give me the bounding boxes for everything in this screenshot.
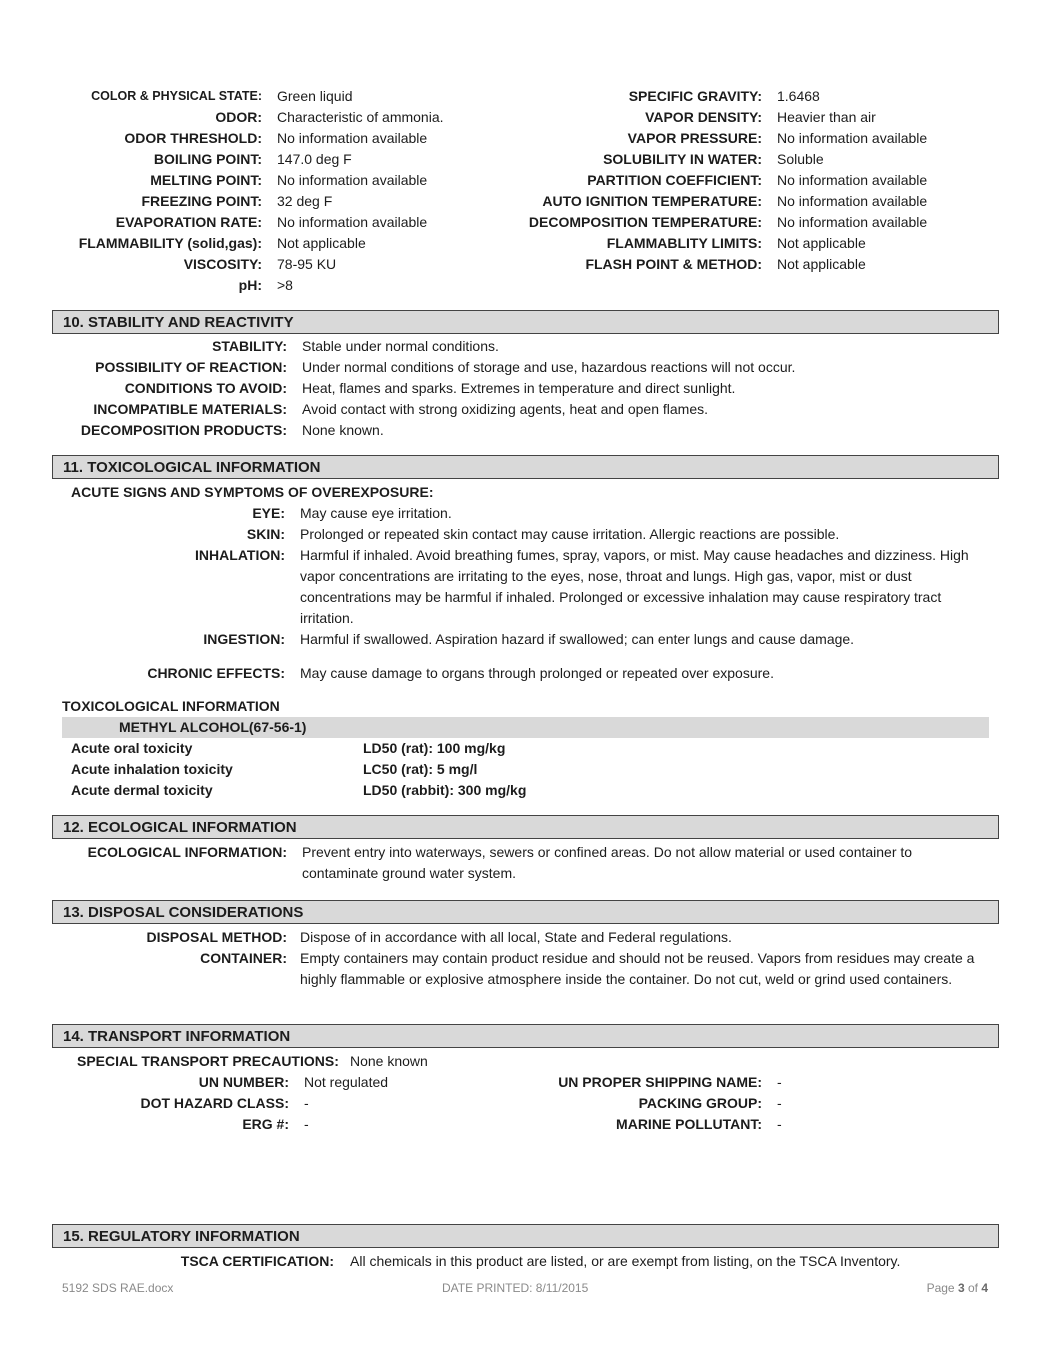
transport-right-label: UN PROPER SHIPPING NAME: — [558, 1074, 762, 1090]
special-precautions-value: None known — [350, 1053, 428, 1069]
property-label: MELTING POINT: — [150, 172, 262, 188]
transport-left-label: UN NUMBER: — [198, 1074, 289, 1090]
property-value: 1.6468 — [777, 88, 820, 104]
footer-page — [927, 1281, 988, 1295]
footer-filename: 5192 SDS RAE.docx — [62, 1281, 174, 1295]
decomposition-value: None known. — [302, 422, 384, 438]
skin-value: Prolonged or repeated skin contact may cause irritation. Allergic reactions are possible. — [300, 526, 840, 542]
property-value: 147.0 deg F — [277, 151, 352, 167]
inhalation-label: INHALATION: — [195, 547, 285, 563]
disposal-method-label: DISPOSAL METHOD: — [146, 929, 287, 945]
property-value: Not applicable — [777, 256, 866, 272]
property-label: FLASH POINT & METHOD: — [585, 256, 762, 272]
tox-row-value: LC50 (rat): 5 mg/l — [363, 761, 478, 777]
property-row — [0, 191, 770, 212]
property-value: No information available — [777, 172, 928, 188]
property-value: No information available — [777, 130, 928, 146]
footer-date: DATE PRINTED: 8/11/2015 — [442, 1281, 589, 1295]
property-value: Green liquid — [277, 88, 353, 104]
property-value: No information available — [777, 214, 928, 230]
property-value: Characteristic of ammonia. — [277, 109, 444, 125]
property-row — [0, 212, 770, 233]
property-label: FREEZING POINT: — [141, 193, 262, 209]
tox-row-value: LD50 (rabbit): 300 mg/kg — [363, 782, 527, 798]
container-label: CONTAINER: — [200, 950, 287, 966]
skin-label: SKIN: — [246, 526, 285, 542]
property-label: DECOMPOSITION TEMPERATURE: — [528, 214, 762, 230]
property-label: FLAMMABLITY LIMITS: — [606, 235, 762, 251]
property-label: ODOR: — [215, 109, 262, 125]
section-header-toxicological: 11. TOXICOLOGICAL INFORMATION — [52, 455, 999, 479]
footer-page-mid: of — [964, 1281, 982, 1295]
property-value: No information available — [777, 193, 928, 209]
property-label: VISCOSITY: — [183, 256, 262, 272]
property-value: Soluble — [777, 151, 824, 167]
transport-right-value: - — [777, 1074, 782, 1090]
property-label: ODOR THRESHOLD: — [124, 130, 262, 146]
transport-left-label: ERG #: — [242, 1116, 289, 1132]
special-precautions-label: SPECIAL TRANSPORT PRECAUTIONS: — [77, 1053, 339, 1069]
property-value: No information available — [277, 130, 428, 146]
property-row — [0, 275, 270, 296]
section-header-stability: 10. STABILITY AND REACTIVITY — [52, 310, 999, 334]
property-value: 32 deg F — [277, 193, 333, 209]
property-row — [0, 128, 770, 149]
transport-left-value: - — [304, 1095, 309, 1111]
property-row — [0, 233, 770, 254]
ingestion-value: Harmful if swallowed. Aspiration hazard if swallowed; can enter lungs and cause damage. — [300, 631, 855, 647]
chronic-label: CHRONIC EFFECTS: — [147, 665, 285, 681]
ingestion-label: INGESTION: — [203, 631, 285, 647]
transport-right-value: - — [777, 1116, 782, 1132]
footer-page-number: 3 — [957, 1281, 965, 1295]
property-label: BOILING POINT: — [153, 151, 262, 167]
inhalation-value: Harmful if inhaled. Avoid breathing fumes, spray, vapors, or mist. May cause headaches and dizziness. High vapor concentrations are irritating to the eyes, nose, throat and lungs. High gas, vapor, mist or dust concentrations may be harmful if inhaled. Prolonged or excessive inhalation may cause respiratory tract irritation. — [300, 547, 969, 626]
stability-value: Stable under normal conditions. — [302, 338, 499, 354]
tox-row-name: Acute inhalation toxicity — [71, 761, 233, 777]
transport-right-label: PACKING GROUP: — [638, 1095, 762, 1111]
property-label: EVAPORATION RATE: — [115, 214, 262, 230]
tox-row-name: Acute dermal toxicity — [71, 782, 213, 798]
incompatible-label: INCOMPATIBLE MATERIALS: — [93, 401, 287, 417]
substance-name: METHYL ALCOHOL(67-56-1) — [119, 719, 307, 735]
decomposition-label: DECOMPOSITION PRODUCTS: — [80, 422, 287, 438]
transport-left-label: DOT HAZARD CLASS: — [140, 1095, 289, 1111]
transport-left-value: Not regulated — [304, 1074, 389, 1090]
tox-row-name: Acute oral toxicity — [71, 740, 193, 756]
ecological-label: ECOLOGICAL INFORMATION: — [87, 844, 287, 860]
property-row — [0, 107, 770, 128]
transport-right-label: MARINE POLLUTANT: — [616, 1116, 762, 1132]
section-header-ecological: 12. ECOLOGICAL INFORMATION — [52, 815, 999, 839]
property-label: FLAMMABILITY (solid,gas): — [78, 235, 262, 251]
tsca-value: All chemicals in this product are listed, or are exempt from listing, on the TSCA Inventory. — [350, 1253, 901, 1269]
property-label: COLOR & PHYSICAL STATE: — [91, 89, 262, 103]
section-header-regulatory: 15. REGULATORY INFORMATION — [52, 1224, 999, 1248]
property-value: Not applicable — [277, 235, 366, 251]
property-value: Not applicable — [777, 235, 866, 251]
property-label: SPECIFIC GRAVITY: — [628, 88, 762, 104]
footer-page-prefix: Page — [926, 1281, 958, 1295]
ecological-value: Prevent entry into waterways, sewers or confined areas. Do not allow material or used container to contaminate ground water system. — [302, 844, 913, 881]
transport-left-value: - — [304, 1116, 309, 1132]
acute-heading: ACUTE SIGNS AND SYMPTOMS OF OVEREXPOSURE: — [71, 484, 434, 500]
tsca-label: TSCA CERTIFICATION: — [180, 1253, 334, 1269]
tox-row-value: LD50 (rat): 100 mg/kg — [363, 740, 506, 756]
property-value: 78-95 KU — [277, 256, 337, 272]
conditions-value: Heat, flames and sparks. Extremes in temperature and direct sunlight. — [302, 380, 736, 396]
property-value: No information available — [277, 214, 428, 230]
stability-label: STABILITY: — [212, 338, 287, 354]
property-label: VAPOR DENSITY: — [645, 109, 762, 125]
property-row — [0, 86, 770, 107]
eye-label: EYE: — [252, 505, 285, 521]
reaction-value: Under normal conditions of storage and use, hazardous reactions will not occur. — [302, 359, 796, 375]
section-header-transport: 14. TRANSPORT INFORMATION — [52, 1024, 999, 1048]
incompatible-value: Avoid contact with strong oxidizing agents, heat and open flames. — [302, 401, 708, 417]
disposal-method-value: Dispose of in accordance with all local, State and Federal regulations. — [300, 929, 732, 945]
property-label: VAPOR PRESSURE: — [627, 130, 762, 146]
property-row — [0, 170, 770, 191]
property-label: PARTITION COEFFICIENT: — [587, 172, 762, 188]
substance-bar — [62, 717, 989, 738]
chronic-value: May cause damage to organs through prolonged or repeated over exposure. — [300, 665, 774, 681]
tox-info-heading: TOXICOLOGICAL INFORMATION — [62, 698, 280, 714]
property-row — [0, 149, 770, 170]
reaction-label: POSSIBILITY OF REACTION: — [95, 359, 287, 375]
footer-page-total: 4 — [981, 1281, 988, 1295]
property-value: >8 — [277, 277, 293, 293]
eye-value: May cause eye irritation. — [300, 505, 452, 521]
property-row — [0, 254, 770, 275]
property-label: AUTO IGNITION TEMPERATURE: — [542, 193, 762, 209]
conditions-label: CONDITIONS TO AVOID: — [124, 380, 287, 396]
container-value: Empty containers may contain product residue and should not be reused. Vapors from residues may create a highly flammable or explosive atmosphere inside the container. Do not cut, weld or grind used containers. — [300, 950, 975, 987]
property-value: Heavier than air — [777, 109, 876, 125]
property-value: No information available — [277, 172, 428, 188]
transport-right-value: - — [777, 1095, 782, 1111]
property-label: pH: — [238, 277, 262, 293]
property-label: SOLUBILITY IN WATER: — [603, 151, 762, 167]
section-header-disposal: 13. DISPOSAL CONSIDERATIONS — [52, 900, 999, 924]
